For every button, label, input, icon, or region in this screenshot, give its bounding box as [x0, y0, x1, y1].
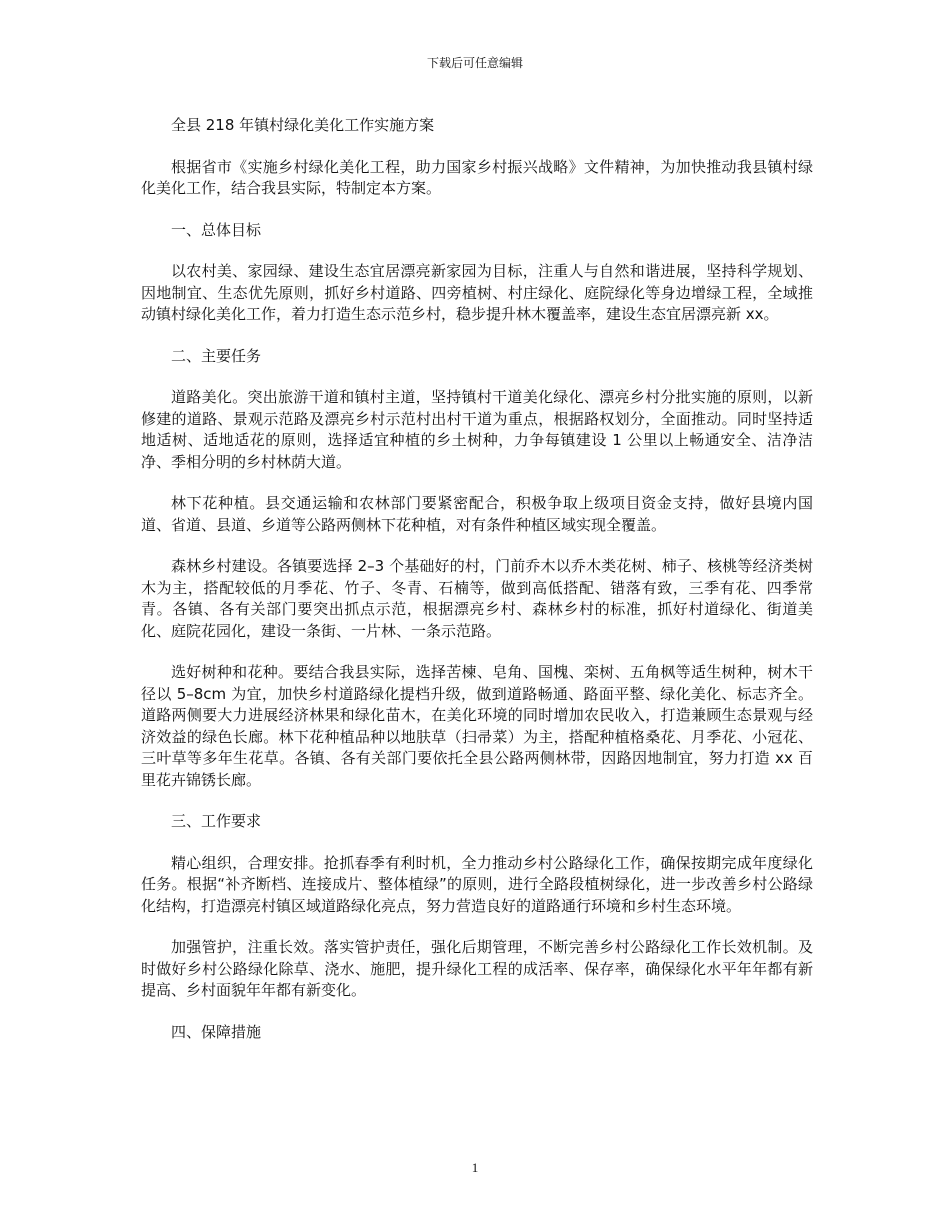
page-number: 1 [471, 1160, 479, 1175]
page-header: 下载后可任意编辑 [426, 56, 523, 70]
section-heading-requirements: 三、工作要求 [171, 812, 262, 830]
document-body [141, 115, 813, 1063]
task-forest-village: 森林乡村建设。各镇要选择 2–3 个基础好的村，门前乔木以乔木类花树、柿子、核桃等经济类树木为主，搭配较低的月季花、竹子、冬青、石楠等，做到高低搭配、错落有致，三季有花、四季常青。各镇、各有关部门要突出抓点示范，根据漂亮乡村、森林乡村的标准，抓好村道绿化、街道美化、庭院花园化，建设一条街、一片林、一条示范路。 [141, 557, 813, 640]
section-heading-goals: 一、总体目标 [171, 220, 262, 239]
requirement-maintenance: 加强管护，注重长效。落实管护责任，强化后期管理，不断完善乡村公路绿化工作长效机制。及时做好乡村公路绿化除草、浇水、施肥，提升绿化工程的成活率、保存率，确保绿化水平年年都有新提高、乡村面貌年年都有新变化。 [141, 938, 813, 999]
task-understory-flowers: 林下花种植。县交通运输和农林部门要紧密配合，积极争取上级项目资金支持，做好县境内国道、省道、县道、乡道等公路两侧林下花种植，对有条件种植区域实现全覆盖。 [141, 494, 813, 534]
requirement-organization: 精心组织，合理安排。抢抓春季有利时机，全力推动乡村公路绿化工作，确保按期完成年度绿化任务。根据“补齐断档、连接成片、整体植绿”的原则，进行全路段植树绿化，进一步改善乡村公路绿化结构，打造漂亮村镇区域道路绿化亮点，努力营造良好的道路通行环境和乡村生态环境。 [141, 853, 813, 915]
task-tree-flower-selection: 选好树种和花种。要结合我县实际，选择苦楝、皂角、国槐、栾树、五角枫等适生树种，树木干径以 5–8cm 为宜，加快乡村道路绿化提档升级，做到道路畅通、路面平整、绿化美化、标志齐全。道路两侧要大力进展经济林果和绿化苗木，在美化环境的同时增加农民收入，打造兼顾生态景观与经济效益的绿色长廊。林下花种植品种以地肤草（扫帚菜）为主，搭配种植格桑花、月季花、小冠花、三叶草等多年生花草。各镇、各有关部门要依托全县公路两侧林带，因路因地制宜，努力打造 xx 百里花卉锦锈长廊。 [141, 663, 813, 789]
task-road-beautification: 道路美化。突出旅游干道和镇村主道，坚持镇村干道美化绿化、漂亮乡村分批实施的原则，以新修建的道路、景观示范路及漂亮乡村示范村出村干道为重点，根据路权划分，全面推动。同时坚持适地适树、适地适花的原则，选择适宜种植的乡土树种，力争每镇建设 1 公里以上畅通安全、洁净洁净、季相分明的乡村林荫大道。 [141, 388, 813, 471]
intro-paragraph: 根据省市《实施乡村绿化美化工程，助力国家乡村振兴战略》文件精神，为加快推动我县镇村绿化美化工作，结合我县实际，特制定本方案。 [141, 157, 813, 197]
section-heading-safeguards: 四、保障措施 [171, 1022, 262, 1041]
document-title: 全县 218 年镇村绿化美化工作实施方案 [171, 116, 435, 134]
goals-paragraph: 以农村美、家园绿、建设生态宜居漂亮新家园为目标，注重人与自然和谐进展，坚持科学规划、因地制宜、生态优先原则，抓好乡村道路、四旁植树、村庄绿化、庭院绿化等身边增绿工程，全域推动镇村绿化美化工作，着力打造生态示范乡村，稳步提升林木覆盖率，建设生态宜居漂亮新 xx。 [141, 262, 813, 323]
section-heading-tasks: 二、主要任务 [171, 346, 262, 365]
